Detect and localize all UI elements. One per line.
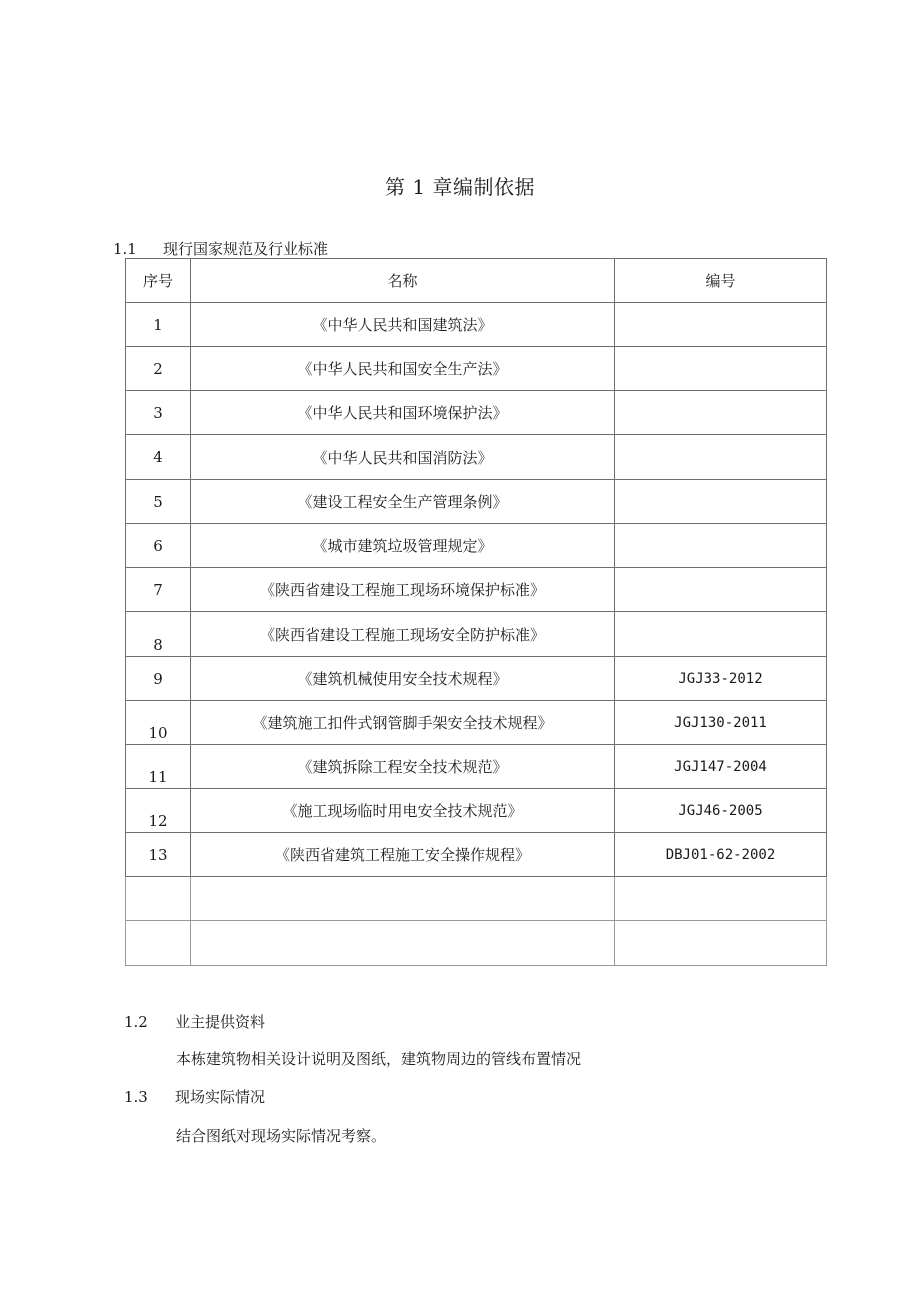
row-seq: 6 [126, 524, 191, 568]
row-name: 《陕西省建筑工程施工安全操作规程》 [191, 833, 615, 877]
row-code: JGJ147-2004 [615, 745, 827, 789]
row-seq: 1 [126, 303, 191, 347]
row-code [615, 921, 827, 966]
table-row [126, 568, 827, 612]
table-header-row [126, 259, 827, 303]
row-name: 《城市建筑垃圾管理规定》 [191, 524, 615, 568]
table-row [126, 435, 827, 480]
section-title: 业主提供资料 [175, 1013, 266, 1031]
section-number: 1.2 [124, 1013, 148, 1031]
section-number: 1.1 [113, 240, 137, 258]
row-seq: 4 [126, 435, 191, 480]
chapter-title: 第 1 章编制依据 [385, 175, 535, 199]
section-title: 现场实际情况 [175, 1088, 266, 1106]
row-code [615, 391, 827, 435]
section-title: 现行国家规范及行业标准 [163, 240, 329, 258]
row-code [615, 612, 827, 657]
section-body: 本栋建筑物相关设计说明及图纸，建筑物周边的管线布置情况 [176, 1050, 582, 1068]
row-code: DBJ01-62-2002 [615, 833, 827, 877]
row-name: 《施工现场临时用电安全技术规范》 [191, 789, 615, 833]
row-seq: 2 [126, 347, 191, 391]
header-name: 名称 [191, 259, 615, 303]
row-name: 《建筑机械使用安全技术规程》 [191, 657, 615, 701]
table-row [126, 657, 827, 701]
row-code: JGJ33-2012 [615, 657, 827, 701]
row-name: 《中华人民共和国消防法》 [191, 435, 615, 480]
row-seq [126, 877, 191, 921]
row-code [615, 480, 827, 524]
table-row [126, 833, 827, 877]
header-seq: 序号 [126, 259, 191, 303]
table-row [126, 391, 827, 435]
row-name: 《中华人民共和国环境保护法》 [191, 391, 615, 435]
row-seq: 13 [126, 833, 191, 877]
table-row [126, 524, 827, 568]
row-seq [126, 921, 191, 966]
row-seq: 5 [126, 480, 191, 524]
section-heading-1-3 [124, 1086, 265, 1107]
row-code [615, 568, 827, 612]
section-heading-1-2 [124, 1011, 265, 1032]
row-name: 《中华人民共和国安全生产法》 [191, 347, 615, 391]
row-code [615, 347, 827, 391]
table-row [126, 612, 827, 657]
row-name [191, 921, 615, 966]
row-seq: 12 [126, 789, 191, 833]
table-row [126, 480, 827, 524]
row-code: JGJ130-2011 [615, 701, 827, 745]
row-name: 《陕西省建设工程施工现场环境保护标准》 [191, 568, 615, 612]
section-heading-1-1 [113, 238, 328, 259]
table-row [126, 347, 827, 391]
row-code: JGJ46-2005 [615, 789, 827, 833]
row-seq: 7 [126, 568, 191, 612]
row-seq: 3 [126, 391, 191, 435]
table-row [126, 745, 827, 789]
row-seq: 8 [126, 612, 191, 657]
row-name [191, 877, 615, 921]
row-name: 《建设工程安全生产管理条例》 [191, 480, 615, 524]
row-seq: 10 [126, 701, 191, 745]
row-name: 《陕西省建设工程施工现场安全防护标准》 [191, 612, 615, 657]
section-number: 1.3 [124, 1088, 148, 1106]
row-code [615, 877, 827, 921]
row-name: 《建筑施工扣件式钢管脚手架安全技术规程》 [191, 701, 615, 745]
table-row-empty [126, 877, 827, 921]
table-row [126, 701, 827, 745]
row-code [615, 435, 827, 480]
row-code [615, 303, 827, 347]
header-code: 编号 [615, 259, 827, 303]
table-row [126, 789, 827, 833]
row-code [615, 524, 827, 568]
section-body: 结合图纸对现场实际情况考察。 [176, 1127, 387, 1145]
table-row-empty [126, 921, 827, 966]
standards-table [125, 258, 827, 966]
row-name: 《中华人民共和国建筑法》 [191, 303, 615, 347]
row-seq: 9 [126, 657, 191, 701]
row-name: 《建筑拆除工程安全技术规范》 [191, 745, 615, 789]
table-row [126, 303, 827, 347]
row-seq: 11 [126, 745, 191, 789]
